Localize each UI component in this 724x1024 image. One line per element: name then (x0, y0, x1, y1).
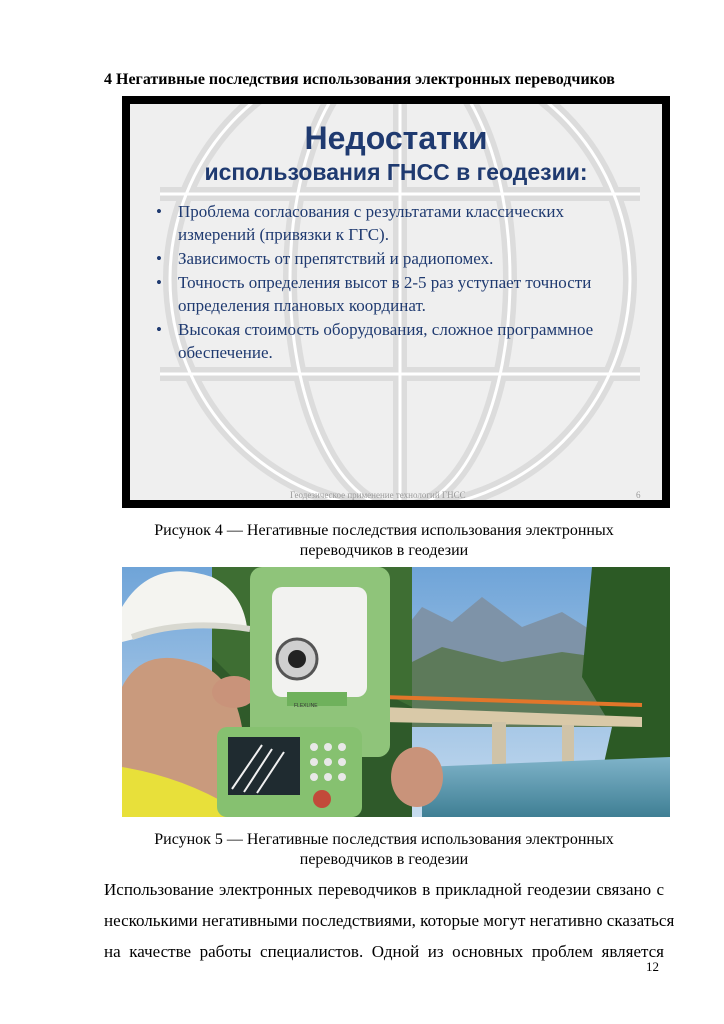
slide-title: Недостатки (304, 120, 488, 156)
figure-caption-5: Рисунок 5 — Негативные последствия использования электронных переводчиков в геодезии (154, 831, 614, 868)
page-number: 12 (646, 959, 659, 974)
slide-bullet-list (152, 200, 652, 365)
bullet-item: • Проблема согласования с результатами классических измерений (привязки к ГГС). (156, 202, 564, 244)
slide-subtitle: использования ГНСС в геодезии: (204, 159, 588, 185)
survey-photo (122, 567, 670, 817)
figure-caption-4: Рисунок 4 — Негативные последствия использования электронных переводчиков в геодезии (154, 522, 614, 559)
section-heading: 4 Негативные последствия использования электронных переводчиков (104, 71, 615, 88)
body-line: несколькими негативными последствиями, которые могут негативно сказаться (104, 911, 675, 930)
slide-number: 6 (636, 490, 641, 500)
bullet-item: • Зависимость от препятствий и радиопомех. (156, 249, 494, 268)
body-paragraph (104, 874, 675, 967)
bullet-item: • Высокая стоимость оборудования, сложное программное обеспечение. (156, 320, 594, 362)
slide-figure (122, 96, 670, 508)
instrument-label: FLEXLINE (294, 703, 318, 709)
slide-content (130, 104, 662, 500)
slide-footer: Геодезическое применение технологий ГНСС (290, 490, 466, 500)
bullet-item: • Точность определения высот в 2-5 раз уступает точности определения плановых координат. (156, 273, 592, 315)
body-line: Использование электронных переводчиков в прикладной геодезии связано с (104, 880, 664, 899)
body-line: на качестве работы специалистов. Одной из основных проблем является (104, 942, 664, 961)
